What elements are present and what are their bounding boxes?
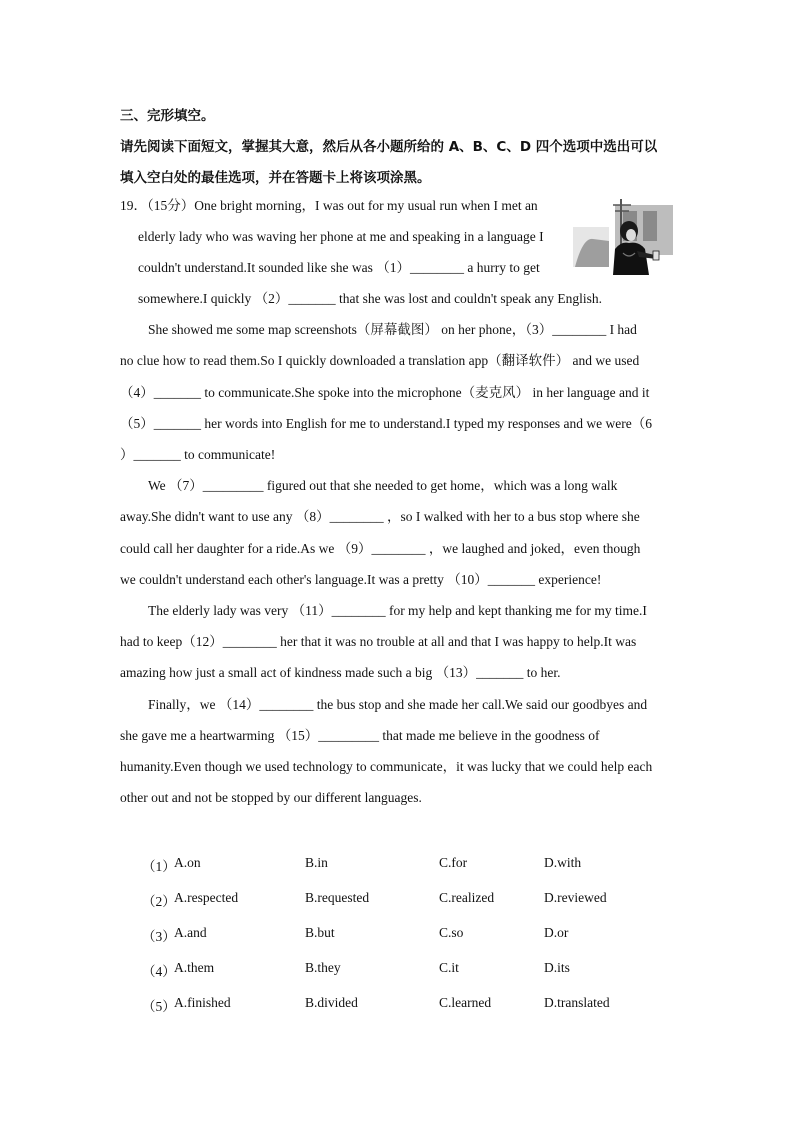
option-b[interactable]: B.but — [305, 925, 335, 940]
option-number: （3） — [142, 929, 176, 944]
passage-line: 19．（15分）One bright morning，I was out for my usual run when I met an — [120, 198, 538, 213]
passage-line: ）_______ to communicate! — [120, 447, 276, 462]
passage-line: away.She didn't want to use any （8）________ ，so I walked with her to a bus stop where she — [120, 509, 640, 524]
option-a[interactable]: A.them — [174, 960, 215, 975]
passage-line: （5）_______ her words into English for me to understand.I typed my responses and we were（6 — [120, 416, 653, 431]
passage-line: The elderly lady was very （11）________ for my help and kept thanking me for my time.I — [148, 603, 647, 618]
instruction-line-1: 请先阅读下面短文，掌握其大意，然后从各小题所给的 A、B、C、D 四个选项中选出可以 — [120, 139, 658, 155]
option-d[interactable]: D.with — [544, 855, 582, 870]
option-a[interactable]: A.on — [174, 855, 201, 870]
option-number: （4） — [142, 964, 176, 979]
option-number: （5） — [142, 999, 176, 1014]
option-d[interactable]: D.or — [544, 925, 569, 940]
passage-line: could call her daughter for a ride.As we （9）________ ，we laughed and joked，even though — [120, 541, 641, 556]
option-d[interactable]: D.reviewed — [544, 890, 607, 905]
elderly-lady-illustration — [573, 197, 673, 275]
passage-line: We （7）_________ figured out that she needed to get home，which was a long walk — [148, 478, 618, 493]
option-b[interactable]: B.divided — [305, 995, 358, 1010]
option-number: （1） — [142, 859, 176, 874]
option-c[interactable]: C.realized — [439, 890, 495, 905]
option-d[interactable]: D.translated — [544, 995, 610, 1010]
option-d[interactable]: D.its — [544, 960, 570, 975]
option-b[interactable]: B.they — [305, 960, 341, 975]
option-c[interactable]: C.for — [439, 855, 468, 870]
passage-line: no clue how to read them.So I quickly downloaded a translation app（翻译软件） and we used — [120, 353, 640, 368]
passage-line: Finally，we （14）________ the bus stop and she made her call.We said our goodbyes and — [148, 697, 648, 712]
option-c[interactable]: C.so — [439, 925, 464, 940]
passage-line: humanity.Even though we used technology to communicate，it was lucky that we could help each — [120, 759, 653, 774]
option-c[interactable]: C.it — [439, 960, 459, 975]
option-b[interactable]: B.in — [305, 855, 328, 870]
passage-line: elderly lady who was waving her phone at me and speaking in a language I — [138, 229, 544, 244]
option-a[interactable]: A.finished — [174, 995, 231, 1010]
option-number: （2） — [142, 894, 176, 909]
section-title: 三、完形填空。 — [120, 108, 215, 124]
passage-line: amazing how just a small act of kindness made such a big （13）_______ to her. — [120, 665, 561, 680]
passage-line: She showed me some map screenshots（屏幕截图） on her phone，（3）________ I had — [148, 322, 637, 337]
option-c[interactable]: C.learned — [439, 995, 492, 1010]
passage-line: she gave me a heartwarming （15）_________ that made me believe in the goodness of — [120, 728, 600, 743]
option-a[interactable]: A.and — [174, 925, 207, 940]
passage-line: couldn't understand.It sounded like she was （1）________ a hurry to get — [138, 260, 540, 275]
option-b[interactable]: B.requested — [305, 890, 370, 905]
passage-line: （4）_______ to communicate.She spoke into the microphone（麦克风） in her language and it — [120, 385, 650, 400]
passage-line: other out and not be stopped by our different languages. — [120, 790, 422, 805]
passage-line: somewhere.I quickly （2）_______ that she was lost and couldn't speak any English. — [138, 291, 602, 306]
passage-line: had to keep（12）________ her that it was no trouble at all and that I was happy to help.It was — [120, 634, 637, 649]
passage-line: we couldn't understand each other's language.It was a pretty （10）_______ experience! — [120, 572, 602, 587]
instruction-line-2: 填入空白处的最佳选项，并在答题卡上将该项涂黑。 — [120, 170, 431, 186]
option-a[interactable]: A.respected — [174, 890, 239, 905]
